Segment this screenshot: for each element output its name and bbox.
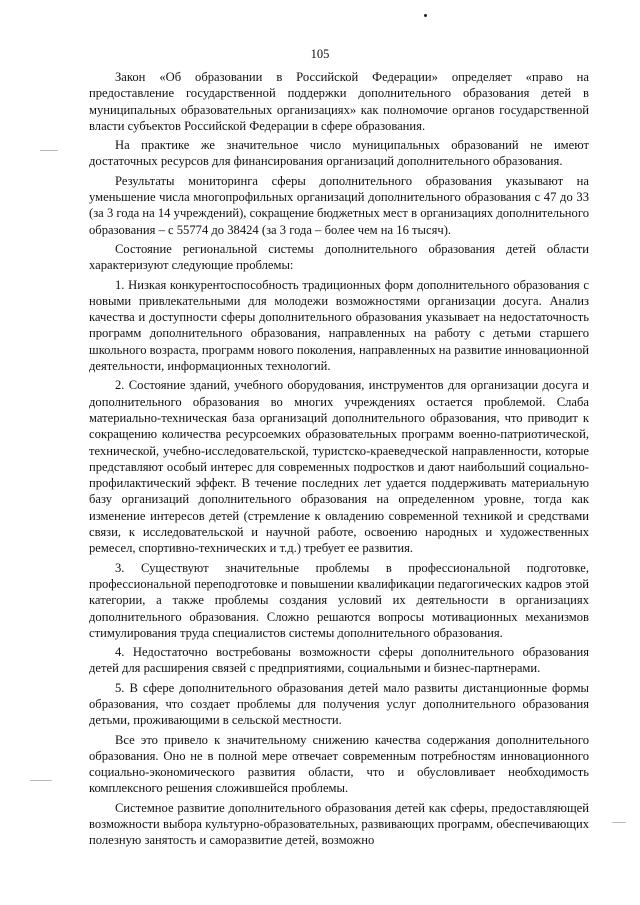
paragraph: 5. В сфере дополнительного образования детей мало развиты дистанционные формы образования, что создает проблемы для получения услуг дополнительного образования детьми, проживающими в сельской местности.: [89, 680, 589, 728]
paragraph: Все это привело к значительному снижению качества содержания дополнительного образования. Оно не в полной мере отвечает современным потребностям инновационного социально-экономического развития области, что и обусловливает необходимость комплексного решения сложившейся проблемы.: [89, 732, 589, 796]
scan-margin-mark: [40, 150, 58, 151]
paragraph: Состояние региональной системы дополнительного образования детей области характеризуют следующие проблемы:: [89, 241, 589, 273]
paragraph: На практике же значительное число муниципальных образований не имеют достаточных ресурсов для финансирования организаций дополнительного образования.: [89, 138, 589, 169]
paragraph: 3. Существуют значительные проблемы в профессиональной подготовке, профессиональной переподготовке и повышении квалификации педагогических кадров этой категории, а также проблемы создания условий их деятельности в организациях дополнительного образования. Сложно решаются вопросы мотивационных механизмов стимулирования труда специалистов системы дополнительного образования.: [89, 560, 589, 640]
paragraph: 2. Состояние зданий, учебного оборудования, инструментов для организации досуга и дополнительного образования во многих учреждениях остается проблемой. Слаба материально-техническая база организаций дополнительного образования, что приводит к сокращению количества ресурсоемких образовательных программ военно-патриотической, технической, учебно-исследовательской, туристско-краеведческой направленности, которые представляют особый интерес для современных подростков и дают наибольший социально-профилактический эффект. В течение последних лет удается поддерживать материальную базу организаций дополнительного образования на определенном уровне, тогда как изменение интересов детей (стремление к овладению современной техникой и средствами связи, к исследовательской и научной работе, освоению народных и художественных ремесел, спортивно-технических и т.д.) требует ее развития.: [89, 378, 589, 556]
paragraph: Закон «Об образовании в Российской Федерации» определяет «право на предоставление государственной поддержки дополнительного образования детей в муниципальных образовательных организациях» как полномочие органов государственной власти субъектов Российской Федерации в сфере образования.: [89, 70, 589, 133]
paragraph: 1. Низкая конкурентоспособность традиционных форм дополнительного образования с новыми привлекательными для молодежи возможностями организации досуга. Анализ качества и доступности сферы дополнительного образования указывает на недостаточность программ дополнительного образования, направленных на работу с детьми старшего школьного возраста, программ нового поколения, направленных на развитие инновационной деятельности, информационных технологий.: [89, 277, 589, 374]
document-body: [89, 69, 589, 852]
page-number: 105: [310, 47, 330, 61]
scan-dot: [424, 14, 427, 17]
paragraph: Системное развитие дополнительного образования детей как сферы, предоставляющей возможности выбора культурно-образовательных, развивающих программ, обеспечивающих полезную занятость и саморазвитие детей, возможно: [89, 800, 589, 848]
paragraph: Результаты мониторинга сферы дополнительного образования указывают на уменьшение числа многопрофильных организаций дополнительного образования с 47 до 33 (за 3 года на 14 учреждений), сокращение бюджетных мест в организациях дополнительного образования – с 55774 до 38424 (за 3 года – более чем на 16 тысяч).: [89, 173, 589, 237]
paragraph: 4. Недостаточно востребованы возможности сферы дополнительного образования детей для расширения связей с предприятиями, социальными и бизнес-партнерами.: [89, 645, 589, 676]
scan-margin-mark: [30, 780, 52, 781]
scan-margin-mark: [612, 822, 626, 823]
